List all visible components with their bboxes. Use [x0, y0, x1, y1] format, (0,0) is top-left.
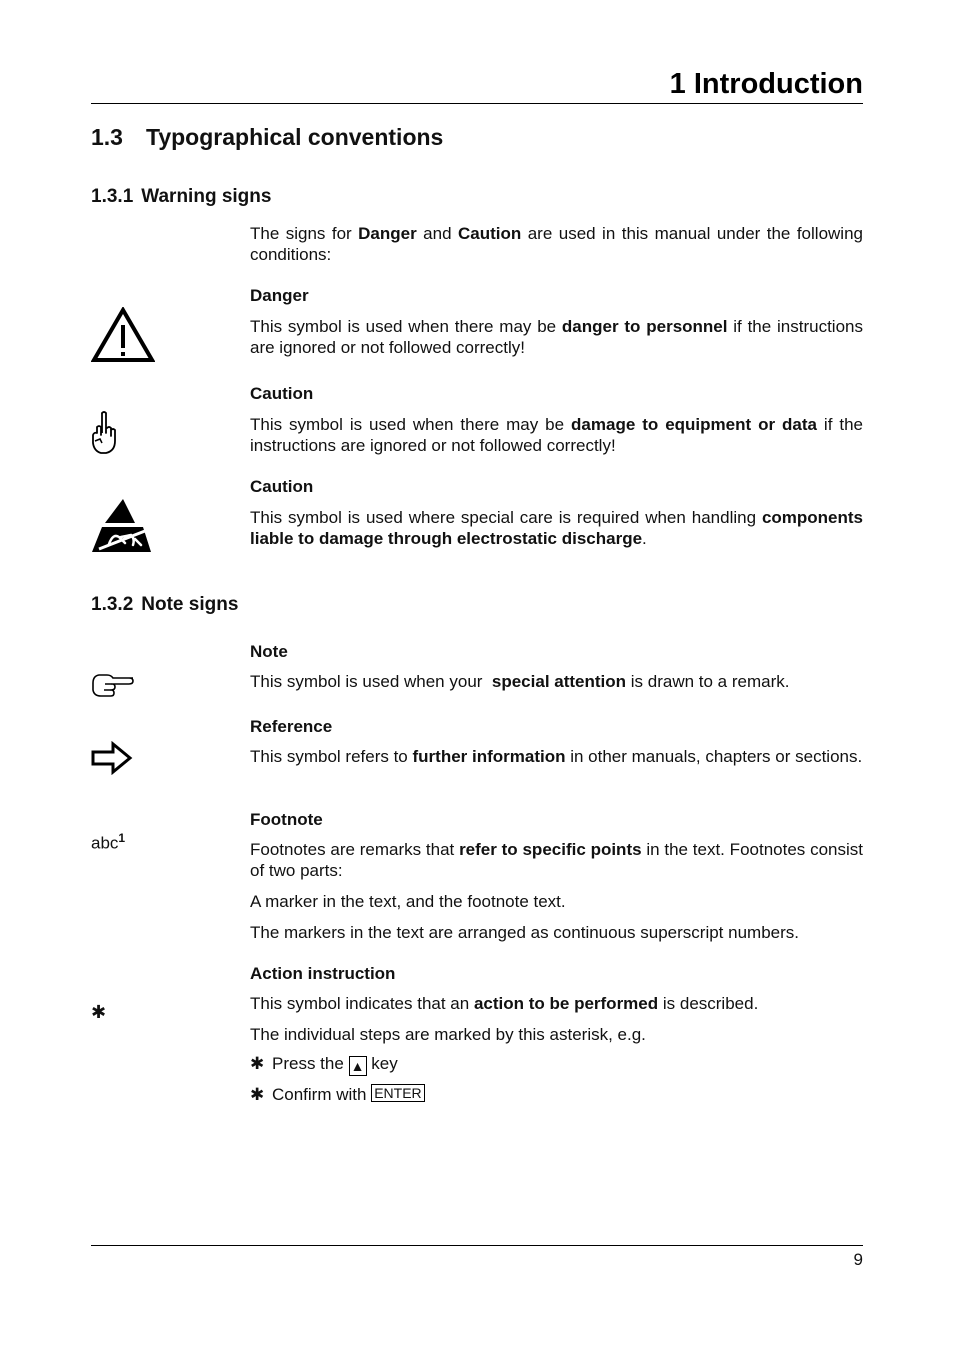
warning-intro: The signs for Danger and Caution are used in this manual under the following conditions:: [250, 224, 863, 264]
reference-heading: Reference: [250, 717, 333, 736]
asterisk-icon: ✱: [91, 1002, 107, 1023]
footnote-heading: Footnote: [250, 810, 323, 829]
list-item: ✱ Press the ▲ key: [250, 1054, 398, 1074]
caution-equipment-text: This symbol is used when there may be damage to equipment or data if the instructions are ignored or not followed correctly!: [250, 415, 863, 455]
caution-esd-text: This symbol is used where special care is required when handling components liable to damage through electrostatic discharge.: [250, 508, 863, 548]
note-heading: Note: [250, 642, 288, 661]
page-number: 9: [853, 1250, 863, 1269]
pointing-hand-up-icon: [91, 411, 117, 460]
header-rule: [91, 103, 863, 104]
warning-signs-heading: [91, 185, 271, 209]
danger-heading: Danger: [250, 286, 309, 305]
enter-key: ENTER: [371, 1084, 424, 1102]
outline-arrow-right-icon: [91, 741, 133, 780]
caution-esd-heading: Caution: [250, 477, 314, 496]
note-signs-title: Note signs: [141, 594, 239, 615]
caution-heading: Caution: [250, 384, 314, 403]
footer-rule: [91, 1245, 863, 1246]
list-item: ✱ Confirm with ENTER: [250, 1084, 863, 1106]
section-number: 1.3: [91, 124, 123, 150]
section-heading: [91, 122, 443, 152]
asterisk-bullet-icon: ✱: [250, 1054, 265, 1074]
danger-text: This symbol is used when there may be danger to personnel if the instructions are ignored or not followed correctly!: [250, 317, 863, 357]
warning-triangle-icon: [91, 307, 155, 368]
esd-hand-icon: [91, 497, 153, 560]
warning-signs-number: 1.3.1: [91, 186, 134, 207]
action-text: This symbol indicates that an action to be performed is described. The individual steps are marked by this asterisk, e.g. ✱ Press the ▲ key ✱ Confirm with ENTER: [250, 993, 863, 1106]
footnote-text: Footnotes are remarks that refer to specific points in the text. Footnotes consist of two parts: A marker in the text, and the footnote text. The markers in the text are arranged as continuous superscript numbers.: [250, 840, 863, 942]
pointing-hand-right-icon: [91, 672, 135, 703]
note-text: This symbol is used when your special attention is drawn to a remark.: [250, 672, 790, 691]
up-arrow-key: ▲: [349, 1056, 367, 1076]
note-signs-heading: [91, 593, 238, 617]
asterisk-bullet-icon: ✱: [250, 1085, 265, 1105]
section-title: Typographical conventions: [146, 124, 444, 150]
action-heading: Action instruction: [250, 964, 396, 983]
warning-signs-title: Warning signs: [141, 186, 272, 207]
footnote-marker-example: abc$^1$: [91, 831, 126, 853]
chapter-title: 1 Introduction: [669, 68, 863, 100]
reference-text: This symbol refers to further information in other manuals, chapters or sections.: [250, 747, 863, 766]
note-signs-number: 1.3.2: [91, 594, 134, 615]
